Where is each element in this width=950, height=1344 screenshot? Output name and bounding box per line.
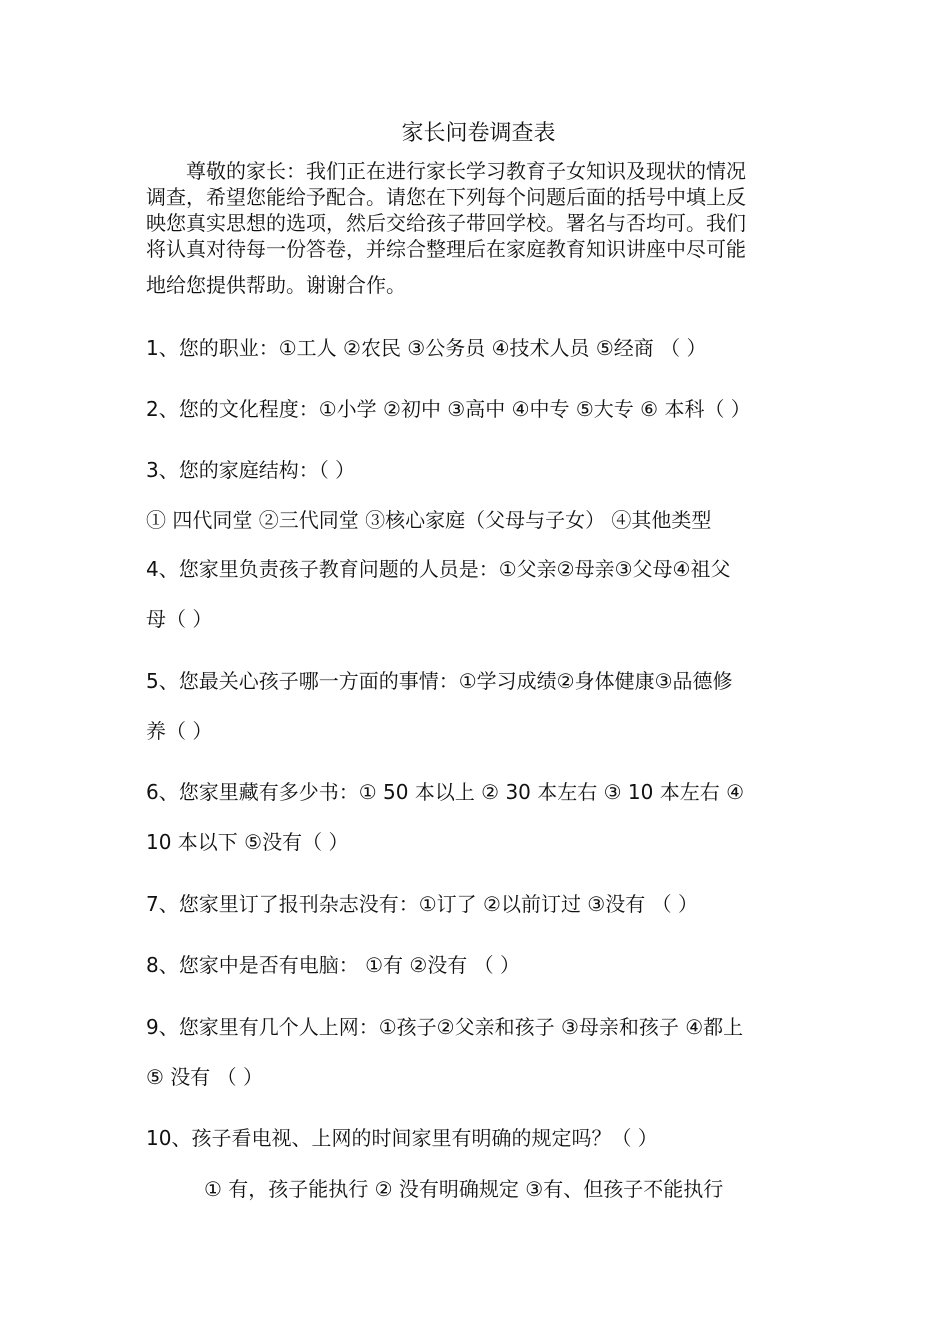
question-6: 6、您家里藏有多少书：① 50 本以上 ② 30 本左右 ③ 10 本左右 ④ — [146, 780, 745, 804]
question-5: 5、您最关心孩子哪一方面的事情：①学习成绩②身体健康③品德修 — [146, 669, 733, 693]
intro-line: 映您真实思想的选项，然后交给孩子带回学校。署名与否均可。我们 — [146, 211, 746, 235]
question-2: 2、您的文化程度：①小学 ②初中 ③高中 ④中专 ⑤大专 ⑥ 本科（ ） — [146, 397, 751, 421]
document-title: 家长问卷调查表 — [401, 121, 556, 146]
intro-line: 地给您提供帮助。谢谢合作。 — [146, 273, 406, 297]
intro-paragraph — [146, 158, 811, 298]
question-3-options: ① 四代同堂 ②三代同堂 ③核心家庭（父母与子女） ④其他类型 — [146, 508, 712, 532]
question-6-continued: 10 本以下 ⑤没有（ ） — [146, 830, 349, 854]
question-10: 10、孩子看电视、上网的时间家里有明确的规定吗？（ ） — [146, 1126, 658, 1150]
question-7: 7、您家里订了报刊杂志没有：①订了 ②以前订过 ③没有 （ ） — [146, 892, 698, 916]
intro-line: 调查，希望您能给予配合。请您在下列每个问题后面的括号中填上反 — [146, 185, 746, 209]
question-1: 1、您的职业：①工人 ②农民 ③公务员 ④技术人员 ⑤经商 （ ） — [146, 336, 707, 360]
question-3: 3、您的家庭结构：（ ） — [146, 458, 356, 482]
intro-line: 将认真对待每一份答卷，并综合整理后在家庭教育知识讲座中尽可能 — [146, 237, 746, 261]
question-10-options: ① 有，孩子能执行 ② 没有明确规定 ③有、但孩子不能执行 — [204, 1177, 724, 1201]
question-8: 8、您家中是否有电脑： ①有 ②没有 （ ） — [146, 953, 521, 977]
question-4: 4、您家里负责孩子教育问题的人员是：①父亲②母亲③父母④祖父 — [146, 557, 731, 581]
document-page — [146, 0, 811, 1344]
question-9: 9、您家里有几个人上网：①孩子②父亲和孩子 ③母亲和孩子 ④都上 — [146, 1015, 744, 1039]
question-5-continued: 养（ ） — [146, 719, 213, 743]
intro-line: 尊敬的家长：我们正在进行家长学习教育子女知识及现状的情况 — [186, 159, 746, 183]
question-4-continued: 母（ ） — [146, 607, 213, 631]
question-9-continued: ⑤ 没有 （ ） — [146, 1065, 264, 1089]
